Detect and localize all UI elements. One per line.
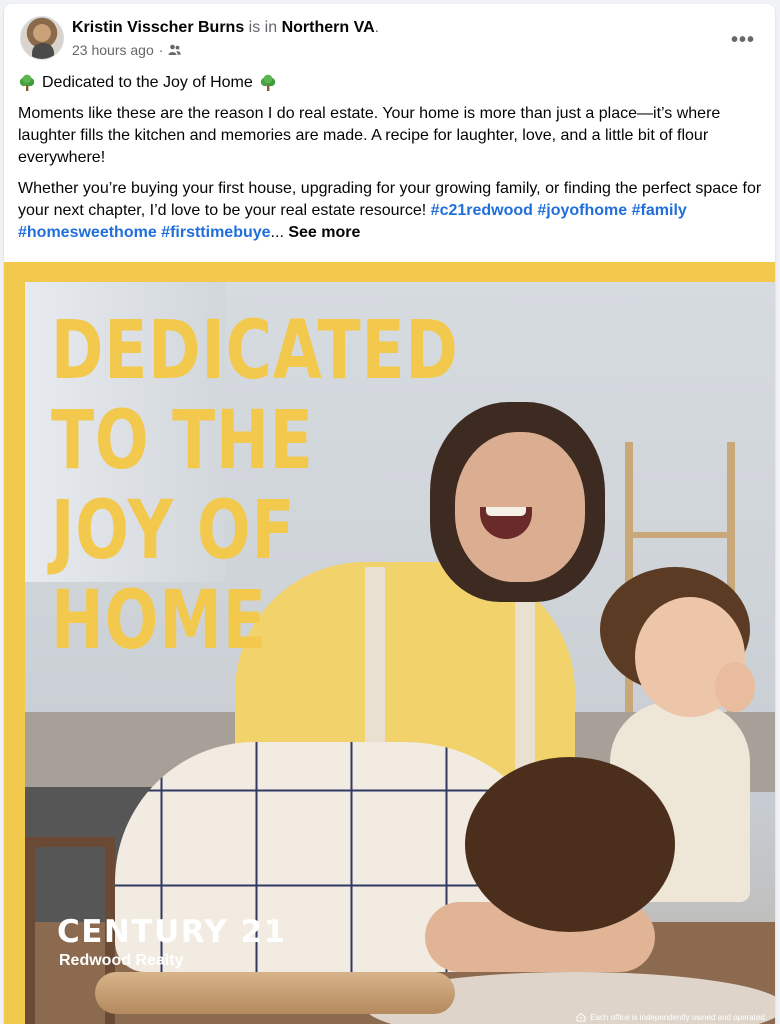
post-image[interactable] [4,262,775,1024]
post-meta [72,42,181,58]
disclaimer-text: Each office is independently owned and operated. [590,1012,767,1022]
post-header [4,4,775,68]
hashtag-link[interactable]: #c21redwood [430,202,533,219]
tree-icon [18,74,36,92]
brand-logo [57,914,287,970]
ad-headline [51,304,459,668]
author-line [72,18,379,38]
ellipsis: ... [270,224,284,241]
feed-post [4,4,775,1024]
toddler-hand [715,662,755,712]
more-options-button[interactable]: ••• [730,28,755,51]
see-more-button[interactable]: See more [288,224,361,241]
place-link[interactable]: Northern VA [281,19,375,36]
author-name-link[interactable]: Kristin Visscher Burns [72,19,245,36]
post-paragraph-2-text: Whether you’re buying your first house, upgrading for your growing family, or finding the perfect space for your next chapter, I’d love to be your real estate resource! [18,180,762,219]
boy-hair [465,757,675,932]
post-paragraph-2 [18,178,763,244]
post-title-line [18,72,763,94]
post-paragraph-1: Moments like these are the reason I do real estate. Your home is more than just a place—it’s where laughter fills the kitchen and memories are made. A recipe for laughter, love, and a little bit of flour everywhere! [18,105,721,166]
headline-line: DEDICATED [51,304,459,398]
headline-line: JOY OF [51,484,296,578]
post-title: Dedicated to the Joy of Home [42,74,253,91]
brand-subtitle: Redwood Realty [59,952,184,969]
brand-name: CENTURY 21 [57,914,287,950]
is-in-text: is in [248,19,278,36]
hashtag-link[interactable]: #homesweethome [18,224,157,241]
hashtag-link[interactable]: #joyofhome [537,202,628,219]
equal-housing-icon [576,1012,586,1022]
headline-line: TO THE [51,394,314,488]
ad-photo [25,282,775,1024]
avatar[interactable] [20,16,64,60]
hashtag-link[interactable]: #firsttimebuye [161,224,271,241]
timestamp-link[interactable]: 23 hours ago [72,42,154,58]
post-text [18,72,763,253]
headline-line: HOME [51,574,267,668]
tree-icon [259,74,277,92]
place-suffix: . [374,19,380,36]
meta-separator: · [158,42,164,58]
disclaimer [576,1012,767,1022]
hashtag-link[interactable]: #family [631,202,687,219]
friends-icon[interactable] [168,44,181,56]
rolling-pin [95,972,455,1014]
